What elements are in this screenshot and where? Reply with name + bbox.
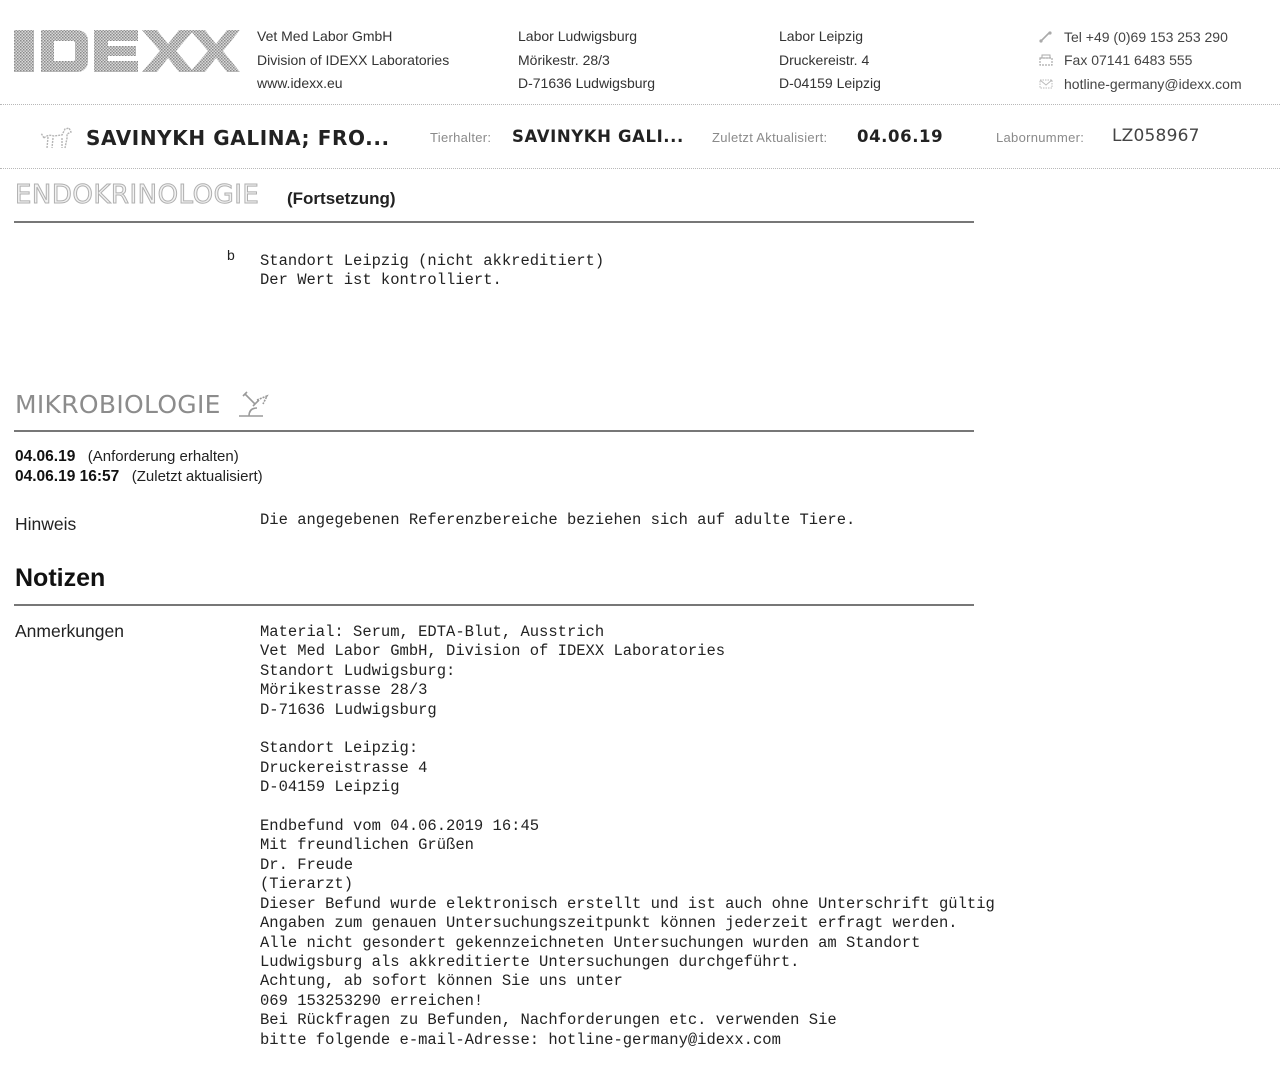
anmerkungen-line: Mit freundlichen Grüßen <box>260 836 474 855</box>
anmerkungen-line: Standort Leipzig: <box>260 739 419 758</box>
anmerkungen-line: Angaben zum genauen Untersuchungszeitpunkt können jederzeit erfragt werden. <box>260 914 958 933</box>
anmerkungen-label: Anmerkungen <box>15 621 124 641</box>
received-row <box>15 448 239 466</box>
section-subtitle-fortsetzung: (Fortsetzung) <box>287 189 396 208</box>
footnote-line-1: Standort Leipzig (nicht akkreditiert) <box>260 252 605 270</box>
lab-number: LZ058967 <box>1112 126 1200 146</box>
contact-block <box>1036 25 1242 96</box>
contact-email-text: hotline-germany@idexx.com <box>1064 75 1242 92</box>
patient-name: SAVINYKH GALINA; FRO... <box>86 126 390 150</box>
anmerkungen-line: D-04159 Leipzig <box>260 778 400 797</box>
footnote-mark: b <box>227 247 235 263</box>
anmerkungen-line: Achtung, ab sofort können Sie uns unter <box>260 972 623 991</box>
labor-leipzig-block <box>779 25 881 96</box>
anmerkungen-line: Mörikestrasse 28/3 <box>260 681 428 700</box>
received-date: 04.06.19 <box>15 448 76 465</box>
hinweis-text: Die angegebenen Referenzbereiche beziehen sich auf adulte Tiere. <box>260 511 856 529</box>
anmerkungen-line: Endbefund vom 04.06.2019 16:45 <box>260 817 540 836</box>
email-icon <box>1036 77 1056 91</box>
contact-fax <box>1036 49 1242 73</box>
anmerkungen-line: Standort Ludwigsburg: <box>260 661 456 680</box>
anmerkungen-line <box>260 798 995 817</box>
company-name: Vet Med Labor GmbH <box>257 28 393 44</box>
anmerkungen-line: 069 153253290 erreichen! <box>260 991 484 1010</box>
section-header-mikrobiologie <box>15 388 273 420</box>
endokrinologie-rule <box>14 221 974 223</box>
company-block <box>257 25 449 96</box>
contact-phone <box>1036 25 1242 49</box>
company-website: www.idexx.eu <box>257 75 343 91</box>
anmerkungen-line: (Tierarzt) <box>260 875 354 894</box>
anmerkungen-line: Dr. Freude <box>260 855 354 874</box>
footnote-line-2: Der Wert ist kontrolliert. <box>260 271 502 289</box>
microscope-icon <box>233 388 273 420</box>
anmerkungen-line: Druckereistrasse 4 <box>260 758 428 777</box>
updated-datetime: 04.06.19 16:57 <box>15 468 120 485</box>
fax-icon <box>1036 53 1056 67</box>
anmerkungen-line <box>260 720 995 739</box>
updated-label-text: (Zuletzt aktualisiert) <box>131 468 263 485</box>
labor-leipzig-street: Druckereistr. 4 <box>779 51 870 68</box>
dog-icon <box>40 124 74 152</box>
patient-band <box>40 121 390 155</box>
section-title-notizen: Notizen <box>15 564 106 592</box>
owner-label: Tierhalter: <box>430 130 492 145</box>
anmerkungen-line: Alle nicht gesondert gekennzeichneten Untersuchungen wurden am Standort <box>260 933 921 952</box>
notizen-rule <box>14 604 974 606</box>
updated-row <box>15 468 263 486</box>
anmerkungen-line: Vet Med Labor GmbH, Division of IDEXX Laboratories <box>260 642 726 661</box>
owner-name: SAVINYKH GALI... <box>512 127 684 146</box>
labor-ludwigsburg-block <box>518 25 655 96</box>
labno-label: Labornummer: <box>996 130 1085 145</box>
contact-fax-text: Fax 07141 6483 555 <box>1064 52 1193 69</box>
labor-leipzig-name: Labor Leipzig <box>779 28 864 44</box>
section-title-endokrinologie: ENDOKRINOLOGIE <box>15 180 260 210</box>
labor-ludwigsburg-city: D-71636 Ludwigsburg <box>518 75 655 91</box>
received-label: (Anforderung erhalten) <box>87 448 239 465</box>
idexx-logo <box>14 28 240 74</box>
labor-ludwigsburg-street: Mörikestr. 28/3 <box>518 51 610 68</box>
anmerkungen-line: Bei Rückfragen zu Befunden, Nachforderungen etc. verwenden Sie <box>260 1011 837 1030</box>
company-division: Division of IDEXX Laboratories <box>257 51 450 68</box>
phone-icon <box>1036 30 1056 44</box>
contact-phone-text: Tel +49 (0)69 153 253 290 <box>1064 28 1228 45</box>
labor-ludwigsburg-name: Labor Ludwigsburg <box>518 28 638 44</box>
patient-divider <box>0 168 1280 169</box>
updated-label: Zuletzt Aktualisiert: <box>712 130 828 145</box>
updated-date: 04.06.19 <box>857 127 944 146</box>
anmerkungen-line: bitte folgende e-mail-Adresse: hotline-germany@idexx.com <box>260 1030 781 1049</box>
anmerkungen-line: Material: Serum, EDTA-Blut, Ausstrich <box>260 623 605 641</box>
anmerkungen-text <box>260 623 995 1050</box>
mikrobiologie-rule <box>14 430 974 432</box>
section-title-mikrobiologie: MIKROBIOLOGIE <box>15 389 221 419</box>
anmerkungen-line: Dieser Befund wurde elektronisch erstellt und ist auch ohne Unterschrift gültig <box>260 894 995 913</box>
contact-email <box>1036 72 1242 96</box>
hinweis-label: Hinweis <box>15 514 77 534</box>
anmerkungen-line: Ludwigsburg als akkreditierte Untersuchungen durchgeführt. <box>260 952 800 971</box>
header-divider <box>0 104 1280 105</box>
labor-leipzig-city: D-04159 Leipzig <box>779 75 881 91</box>
anmerkungen-line: D-71636 Ludwigsburg <box>260 700 437 719</box>
